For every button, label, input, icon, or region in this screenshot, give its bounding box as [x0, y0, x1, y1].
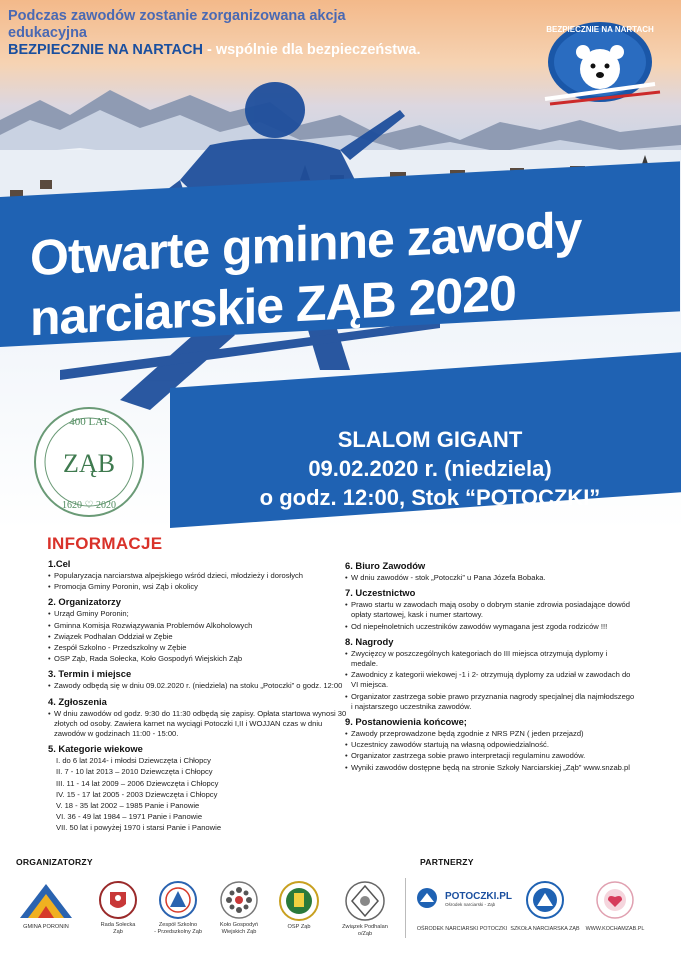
ski-school-emblem-icon — [525, 880, 565, 920]
title-line-1: Otwarte gminne zawody — [30, 201, 582, 287]
potoczki-mark-icon — [416, 887, 438, 909]
osp-zab-logo — [270, 880, 328, 931]
header-highlight: BEZPIECZNIE NA NARTACH — [8, 42, 203, 58]
zwiazek-podhalan-logo — [332, 880, 398, 938]
info-section — [48, 558, 348, 592]
list-item: IV. 15 - 17 lat 2005 - 2003 Dziewczęta i Chłopcy — [56, 789, 218, 799]
info-section — [345, 636, 635, 712]
info-section-title: 5. Kategorie wiekowe — [48, 743, 143, 755]
info-column-right — [345, 560, 635, 777]
list-item: • Urząd Gminy Poronin; — [48, 609, 348, 619]
info-section — [48, 743, 348, 833]
info-section-title: 4. Zgłoszenia — [48, 695, 107, 707]
info-section-title: 9. Postanowienia końcowe; — [345, 716, 467, 728]
info-section-list — [48, 609, 348, 664]
info-section-list — [345, 600, 635, 632]
header-line-2 — [8, 42, 428, 59]
organizers-label: ORGANIZATORZY — [16, 857, 93, 867]
organizer-name: Zespół Szkolno — [158, 922, 198, 928]
event-details — [225, 425, 635, 512]
event-time-place: o godz. 12:00, Stok “POTOCZKI” — [259, 485, 601, 510]
event-discipline: SLALOM GIGANT — [337, 427, 523, 452]
title-line-2: narciarskie ZĄB 2020 — [30, 264, 516, 347]
szkola-narciarska-logo — [510, 880, 580, 933]
coat-of-arms-icon — [98, 880, 138, 920]
list-item: • Uczestnicy zawodów startują na własną odpowiedzialność. — [345, 740, 635, 750]
badge-label: BEZPIECZNIE NA NARTACH — [546, 25, 654, 34]
list-item: II. 7 - 10 lat 2013 – 2010 Dziewczęta i Chłopcy — [56, 767, 213, 777]
footer-divider — [405, 878, 406, 938]
list-item: VI. 36 - 49 lat 1984 – 1971 Panie i Panowie — [56, 812, 203, 822]
info-section — [345, 587, 635, 632]
info-section-list — [345, 649, 635, 712]
organizer-name: Rada Sołecka — [100, 922, 136, 928]
podhalan-emblem-icon — [344, 880, 386, 922]
mountain-icon — [16, 880, 76, 922]
organizer-name-2: o/Ząb — [357, 931, 373, 937]
list-item: • Zawody przeprowadzone będą zgodnie z NRS PZN ( jeden przejazd) — [345, 729, 635, 739]
potoczki-wordmark: POTOCZKI.PL — [444, 890, 512, 902]
info-section — [345, 716, 635, 773]
list-item: • Zwycięzcy w poszczególnych kategoriach do III miejsca otrzymują dyplomy i medale. — [345, 649, 635, 669]
organizer-name: Koło Gospodyń — [219, 922, 259, 928]
list-item: • Organizator zastrzega sobie prawo interpretacji regulaminu zawodów. — [345, 751, 635, 761]
list-item: V. 18 - 35 lat 2002 – 1985 Panie i Panowie — [56, 801, 200, 811]
info-section-list — [48, 681, 348, 691]
organizer-name: OSP Ząb — [287, 924, 311, 930]
potoczki-subtitle: Ośrodek narciarski - Ząb — [444, 901, 496, 907]
list-item: • W dniu zawodów od godz. 9:30 do 11:30 odbędą się zapisy. Opłata startowa wynosi 30 złotych od osoby. Zawiera karnet na wyciągi Potoczki I,II i WOJJAN czas w dniu zawodów w godzinach 11:00 - 15:00. — [48, 709, 348, 740]
organizer-name-2: - Przedszkolny Ząb — [154, 929, 202, 935]
organizer-name: Związek Podhalan — [342, 924, 388, 930]
gmina-poronin-logo — [12, 880, 80, 931]
info-section-list — [345, 573, 635, 583]
info-section — [48, 696, 348, 740]
list-item: • Promocja Gminy Poronin, wsi Ząb i okolicy — [48, 582, 348, 592]
organizer-name: GMINA PORONIN — [23, 924, 69, 930]
info-section-list — [48, 709, 348, 740]
list-item: • Związek Podhalan Oddział w Zębie — [48, 632, 348, 642]
info-section-title: 7. Uczestnictwo — [345, 587, 416, 599]
info-section-title: 6. Biuro Zawodów — [345, 560, 426, 571]
partner-caption: OŚRODEK NARCIARSKI POTOCZKI — [416, 926, 508, 932]
seal-bottom-text: 1620 ♡ 2020 — [62, 500, 116, 511]
list-item: • Popularyzacja narciarstwa alpejskiego wśród dzieci, młodzieży i dorosłych — [48, 571, 348, 581]
organizer-name-2: Wiejskich Ząb — [221, 929, 257, 935]
header-text — [8, 8, 428, 59]
kochamzab-emblem-icon — [595, 880, 635, 920]
info-heading: INFORMACJE — [47, 534, 163, 553]
flower-emblem-icon — [219, 880, 259, 920]
list-item: • Prawo startu w zawodach mają osoby o dobrym stanie zdrowia posiadające dowód opłaty startowej, kask i numer startowy. — [345, 600, 635, 620]
kochamzab-logo — [580, 880, 650, 933]
header-rest: - wspólnie dla bezpieczeństwa. — [202, 42, 421, 58]
info-section-title: 3. Termin i miejsce — [48, 668, 132, 680]
rada-solecka-logo — [88, 880, 148, 936]
partners-label: PARTNERZY — [420, 857, 474, 867]
kolo-gospodyn-logo — [208, 880, 270, 936]
list-item: • Zespół Szkolno - Przedszkolny w Zębie — [48, 643, 348, 653]
info-section-title: 1.Cel — [48, 558, 71, 569]
fire-brigade-icon — [278, 880, 320, 922]
school-emblem-icon — [158, 880, 198, 920]
list-item: VII. 50 lat i powyżej 1970 i starsi Panie i Panowie — [56, 823, 222, 833]
zespol-szkolny-logo — [142, 880, 214, 936]
seal-center-text: ZĄB — [63, 449, 115, 478]
partner-caption: SZKOŁA NARCIARSKA ZĄB — [510, 926, 580, 932]
info-section-title: 2. Organizatorzy — [48, 596, 121, 608]
list-item: • Zawodnicy z kategorii wiekowej -1 i 2- otrzymują dyplomy za udział w zawodach do VI miejsca. — [345, 670, 635, 690]
info-section-list — [345, 729, 635, 773]
list-item: • Wyniki zawodów dostępne będą na stronie Szkoły Narciarskiej „Ząb” www.snzab.pl — [345, 763, 635, 773]
list-item: • OSP Ząb, Rada Sołecka, Koło Gospodyń Wiejskich Ząb — [48, 654, 348, 664]
info-section — [48, 668, 348, 691]
event-date: 09.02.2020 r. (niedziela) — [308, 456, 552, 481]
list-item: • W dniu zawodów - stok „Potoczki” u Pana Józefa Bobaka. — [345, 573, 635, 583]
seal-top-text: 400 LAT — [69, 416, 109, 428]
bezpiecznie-na-nartach-badge — [535, 14, 665, 109]
info-column-left — [48, 558, 348, 838]
potoczki-logo — [412, 880, 512, 933]
list-item: • Gminna Komisja Rozwiązywania Problemów Alkoholowych — [48, 621, 348, 631]
info-section-title: 8. Nagrody — [345, 635, 394, 647]
list-item: III. 11 - 14 lat 2009 – 2006 Dziewczęta i Chłopcy — [56, 778, 219, 788]
list-item: • Organizator zastrzega sobie prawo przyznania nagrody specjalnej dla najmłodszego i najstarszego uczestnika zawodów. — [345, 692, 635, 712]
header-line-1: Podczas zawodów zostanie zorganizowana akcja edukacyjna — [8, 8, 346, 41]
info-section — [48, 596, 348, 664]
list-item: • Zawody odbędą się w dniu 09.02.2020 r. (niedziela) na stoku „Potoczki” o godz. 12:00 — [48, 681, 348, 691]
organizer-name-2: Ząb — [113, 929, 123, 935]
info-section — [345, 560, 635, 583]
info-section-list — [48, 756, 348, 833]
info-section-list — [48, 571, 348, 592]
zab-400-seal — [32, 405, 147, 520]
list-item: • Od niepełnoletnich uczestników zawodów wymagana jest zgoda rodziców !!! — [345, 622, 635, 632]
partner-caption: WWW.KOCHAMZAB.PL — [585, 926, 645, 932]
list-item: I. do 6 lat 2014- i młodsi Dziewczęta i Chłopcy — [56, 756, 211, 766]
